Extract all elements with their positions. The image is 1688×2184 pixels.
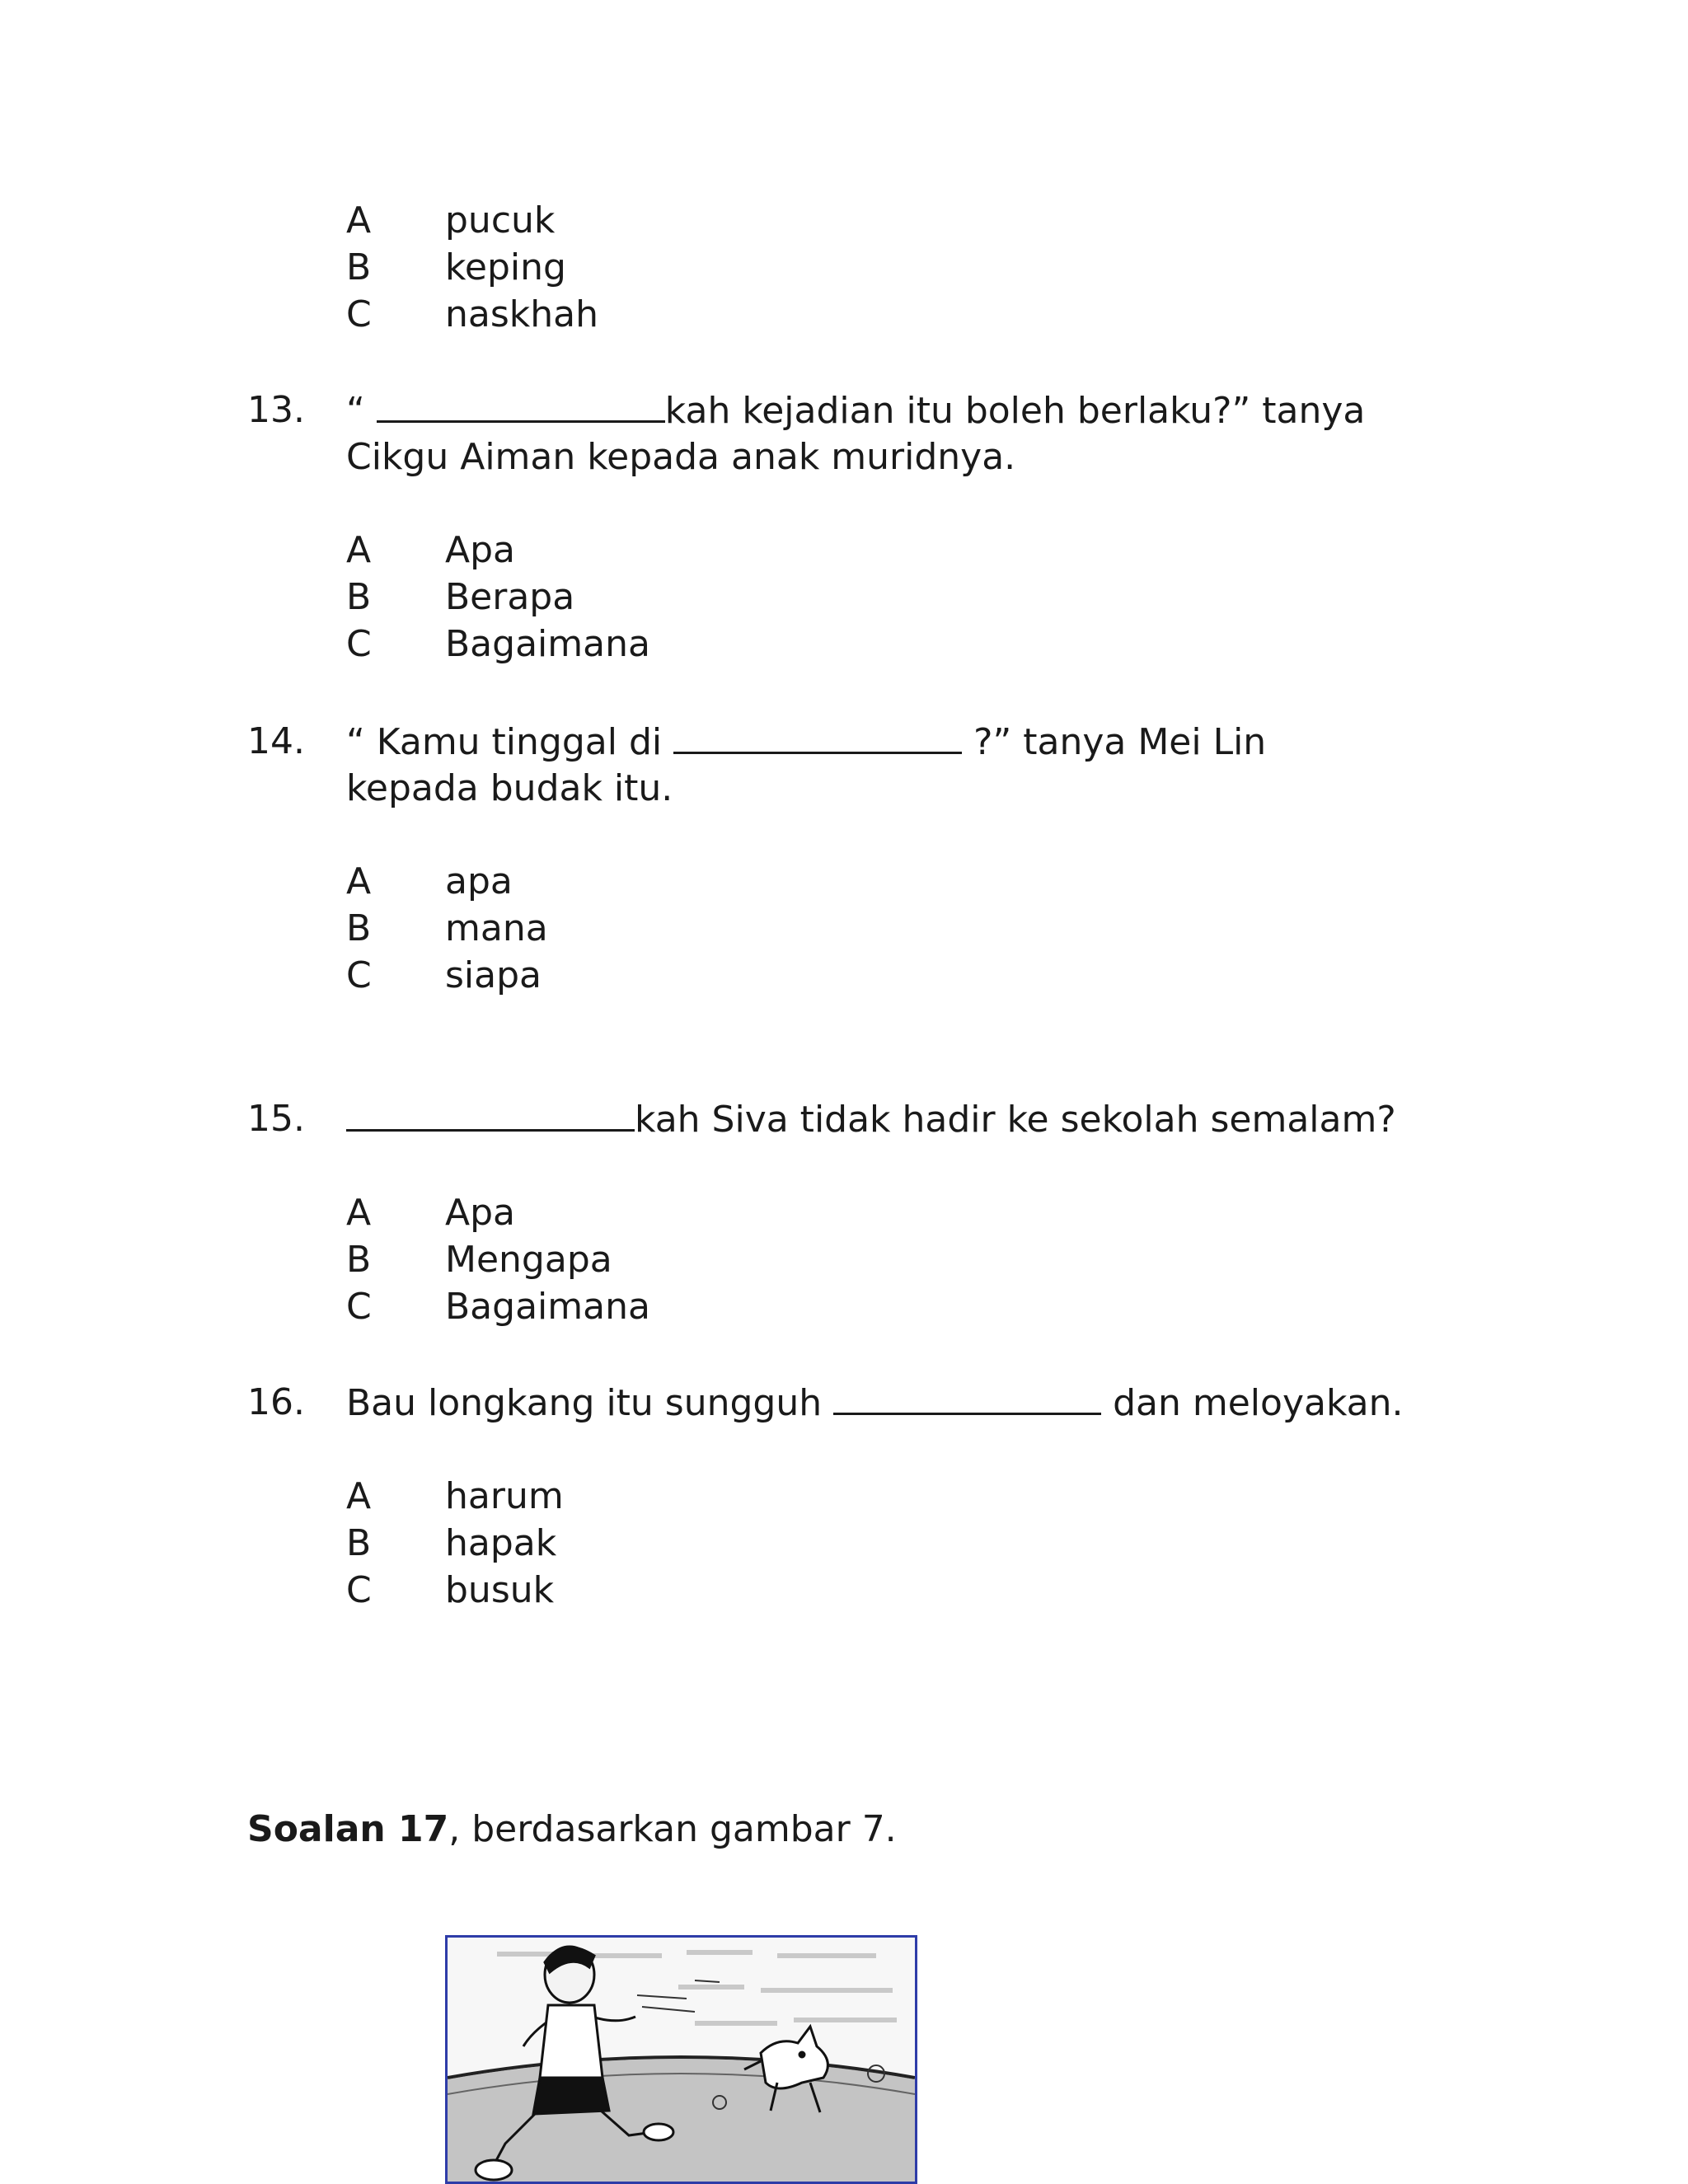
- q16-option-c-letter: C: [346, 1569, 372, 1611]
- q13-option-a-letter: A: [346, 529, 372, 571]
- q13-option-b-letter: B: [346, 576, 372, 618]
- q13-option-c-letter: C: [346, 623, 372, 665]
- q14-line1: [346, 719, 1266, 766]
- q15-option-c-text: Bagaimana: [445, 1286, 650, 1328]
- q14-blank: [673, 719, 962, 754]
- q15-option-b-text: Mengapa: [445, 1239, 612, 1281]
- q12-option-a-text: pucuk: [445, 199, 556, 241]
- q13-line1-after: kah kejadian itu boleh berlaku?” tanya: [664, 390, 1366, 432]
- q14-line1-after: ?” tanya Mei Lin: [962, 721, 1267, 763]
- q16-line1-before: Bau longkang itu sungguh: [346, 1382, 834, 1424]
- q16-option-c-text: busuk: [445, 1569, 555, 1611]
- q14-number: 14.: [247, 720, 305, 762]
- q16-line1-after: dan meloyakan.: [1101, 1382, 1404, 1424]
- q16-blank: [833, 1380, 1101, 1415]
- q12-option-a-letter: A: [346, 199, 372, 241]
- q16-option-a-text: harum: [445, 1475, 564, 1517]
- q12-option-b-letter: B: [346, 246, 372, 288]
- q15-option-a-text: Apa: [445, 1192, 515, 1234]
- q14-option-a-text: apa: [445, 860, 513, 902]
- q14-option-c-letter: C: [346, 954, 372, 996]
- q13-line1: [346, 387, 1365, 434]
- q16-option-a-letter: A: [346, 1475, 372, 1517]
- q14-line1-before: “ Kamu tinggal di: [346, 721, 674, 763]
- q12-option-b-text: keping: [445, 246, 566, 288]
- q13-option-b-text: Berapa: [445, 576, 575, 618]
- q15-number: 15.: [247, 1098, 305, 1140]
- q13-option-a-text: Apa: [445, 529, 515, 571]
- q14-option-a-letter: A: [346, 860, 372, 902]
- ground-shading: [448, 2059, 915, 2182]
- q15-blank: [346, 1096, 635, 1132]
- illustration-svg: [448, 1938, 915, 2182]
- q16-line1: [346, 1380, 1404, 1427]
- q13-open-quote: “: [346, 390, 377, 432]
- q13-number: 13.: [247, 389, 305, 431]
- q12-option-c-letter: C: [346, 293, 372, 335]
- q15-line1: [346, 1096, 1396, 1143]
- picture-boy-running-from-dog: [445, 1935, 917, 2184]
- q13-line2: Cikgu Aiman kepada anak muridnya.: [346, 436, 1016, 478]
- q14-line2: kepada budak itu.: [346, 767, 673, 809]
- q16-option-b-letter: B: [346, 1522, 372, 1564]
- q13-option-c-text: Bagaimana: [445, 623, 650, 665]
- q16-number: 16.: [247, 1381, 305, 1423]
- q16-option-b-text: hapak: [445, 1522, 557, 1564]
- section-heading-soalan-17: [247, 1807, 897, 1853]
- q14-option-b-letter: B: [346, 907, 372, 949]
- q15-option-c-letter: C: [346, 1286, 372, 1328]
- q15-option-a-letter: A: [346, 1192, 372, 1234]
- q12-option-c-text: naskhah: [445, 293, 598, 335]
- q14-option-b-text: mana: [445, 907, 548, 949]
- section-heading-bold: Soalan 17: [247, 1808, 449, 1850]
- q13-blank: [377, 387, 665, 423]
- q15-line1-after: kah Siva tidak hadir ke sekolah semalam?: [635, 1099, 1396, 1141]
- q15-option-b-letter: B: [346, 1239, 372, 1281]
- section-heading-rest: , berdasarkan gambar 7.: [448, 1808, 897, 1850]
- q14-option-c-text: siapa: [445, 954, 542, 996]
